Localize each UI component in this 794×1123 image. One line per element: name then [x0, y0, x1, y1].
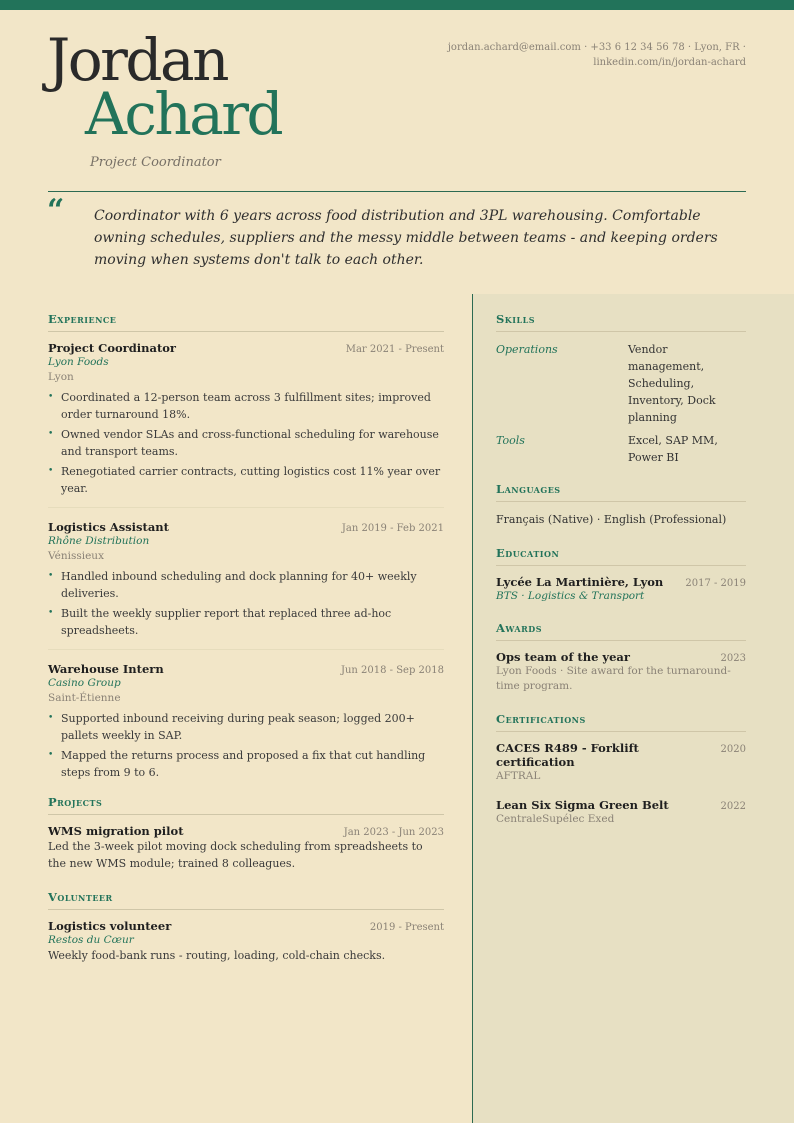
- skill-values: Excel, SAP MM, Power BI: [628, 434, 718, 464]
- bullet-item: • Built the weekly supplier report that replaced three ad-hoc spreadsheets.: [48, 605, 444, 639]
- volunteer-item: [48, 919, 444, 964]
- summary: Coordinator with 6 years across food distribution and 3PL warehousing. Comfortable owning schedules, suppliers and the messy middle between teams - and keeping orders moving when systems don't talk to each other.: [94, 208, 718, 268]
- job-location: Lyon: [48, 371, 74, 383]
- item-divider: [48, 649, 444, 650]
- contact-info: [446, 40, 746, 70]
- education-section: [496, 546, 746, 603]
- skill-row: [496, 432, 746, 466]
- sidebar-column: [496, 312, 746, 827]
- skill-row: [496, 341, 746, 426]
- award-description: Lyon Foods · Site award for the turnaround-time program.: [496, 665, 731, 692]
- volunteer-date: 2019 - Present: [369, 922, 444, 933]
- bullet-item: • Coordinated a 12-person team across 3 fulfillment sites; improved order turnaround 18%.: [48, 389, 444, 423]
- certification-issuer: AFTRAL: [496, 770, 541, 782]
- top-accent-bar: [0, 0, 794, 10]
- school-name: Lycée La Martinière, Lyon: [496, 575, 664, 589]
- experience-item: [48, 341, 444, 497]
- job-role: Project Coordinator: [90, 155, 221, 170]
- projects-section: [48, 795, 444, 872]
- skill-category: Tools: [496, 434, 525, 447]
- certification-item: [496, 741, 746, 784]
- section-title-projects: Projects: [48, 795, 444, 815]
- job-date: Jan 2019 - Feb 2021: [341, 523, 444, 534]
- certification-title: CACES R489 - Forklift certification: [496, 741, 639, 769]
- job-title: Logistics Assistant: [48, 520, 169, 534]
- degree-name: BTS · Logistics & Transport: [496, 590, 645, 602]
- job-date: Jun 2018 - Sep 2018: [340, 665, 444, 676]
- education-item: [496, 575, 746, 603]
- job-title: Project Coordinator: [48, 341, 176, 355]
- project-description: Led the 3-week pilot moving dock scheduling from spreadsheets to the new WMS module; trained 8 colleagues.: [48, 840, 423, 870]
- contact-line-2: linkedin.com/in/jordan-achard: [593, 57, 746, 68]
- languages-section: [496, 482, 746, 528]
- bullet-item: • Handled inbound scheduling and dock planning for 40+ weekly deliveries.: [48, 568, 444, 602]
- job-location: Vénissieux: [48, 550, 104, 562]
- section-title-education: Education: [496, 546, 746, 566]
- experience-item: [48, 662, 444, 781]
- project-date: Jan 2023 - Jun 2023: [343, 827, 444, 838]
- volunteer-description: Weekly food-bank runs - routing, loading, cold-chain checks.: [48, 949, 386, 962]
- bullet-item: • Mapped the returns process and proposed a fix that cut handling steps from 9 to 6.: [48, 747, 444, 781]
- bullet-item: • Renegotiated carrier contracts, cutting logistics cost 11% year over year.: [48, 463, 444, 497]
- award-title: Ops team of the year: [496, 650, 630, 664]
- quote-icon: “: [47, 193, 65, 228]
- job-location: Saint-Étienne: [48, 692, 121, 704]
- languages-list: Français (Native) · English (Professional): [496, 513, 727, 526]
- certification-date: 2022: [720, 801, 746, 812]
- certification-item: [496, 798, 746, 827]
- job-bullets: [48, 568, 444, 639]
- education-date: 2017 - 2019: [685, 578, 746, 589]
- section-title-volunteer: Volunteer: [48, 890, 444, 910]
- section-title-skills: Skills: [496, 312, 746, 332]
- section-title-experience: Experience: [48, 312, 444, 332]
- job-title: Warehouse Intern: [48, 662, 164, 676]
- certification-date: 2020: [720, 744, 746, 755]
- job-bullets: [48, 710, 444, 781]
- experience-section: [48, 312, 444, 781]
- first-name: Jordan: [47, 26, 227, 94]
- volunteer-org: Restos du Cœur: [48, 934, 134, 946]
- company-name: Rhône Distribution: [48, 535, 150, 547]
- experience-item: [48, 520, 444, 639]
- volunteer-section: [48, 890, 444, 964]
- certification-title: Lean Six Sigma Green Belt: [496, 798, 669, 812]
- section-title-certifications: Certifications: [496, 712, 746, 732]
- bullet-item: • Owned vendor SLAs and cross-functional scheduling for warehouse and transport teams.: [48, 426, 444, 460]
- skills-section: [496, 312, 746, 466]
- bullet-item: • Supported inbound receiving during peak season; logged 200+ pallets weekly in SAP.: [48, 710, 444, 744]
- volunteer-title: Logistics volunteer: [48, 919, 172, 933]
- skill-values: Vendor management, Scheduling, Inventory, Dock planning: [628, 343, 716, 424]
- section-title-awards: Awards: [496, 621, 746, 641]
- header-divider: [48, 191, 746, 192]
- company-name: Lyon Foods: [48, 356, 109, 368]
- job-date: Mar 2021 - Present: [345, 344, 444, 355]
- certifications-section: [496, 712, 746, 827]
- contact-line-1: jordan.achard@email.com · +33 6 12 34 56 78 · Lyon, FR ·: [447, 42, 746, 53]
- company-name: Casino Group: [48, 677, 121, 689]
- award-date: 2023: [720, 653, 746, 664]
- main-column: [48, 312, 444, 964]
- award-item: [496, 650, 746, 694]
- job-bullets: [48, 389, 444, 497]
- project-title: WMS migration pilot: [48, 824, 184, 838]
- certification-issuer: CentraleSupélec Exed: [496, 813, 615, 825]
- last-name: Achard: [85, 80, 282, 148]
- section-title-languages: Languages: [496, 482, 746, 502]
- project-item: [48, 824, 444, 872]
- skill-category: Operations: [496, 343, 558, 356]
- item-divider: [48, 507, 444, 508]
- awards-section: [496, 621, 746, 694]
